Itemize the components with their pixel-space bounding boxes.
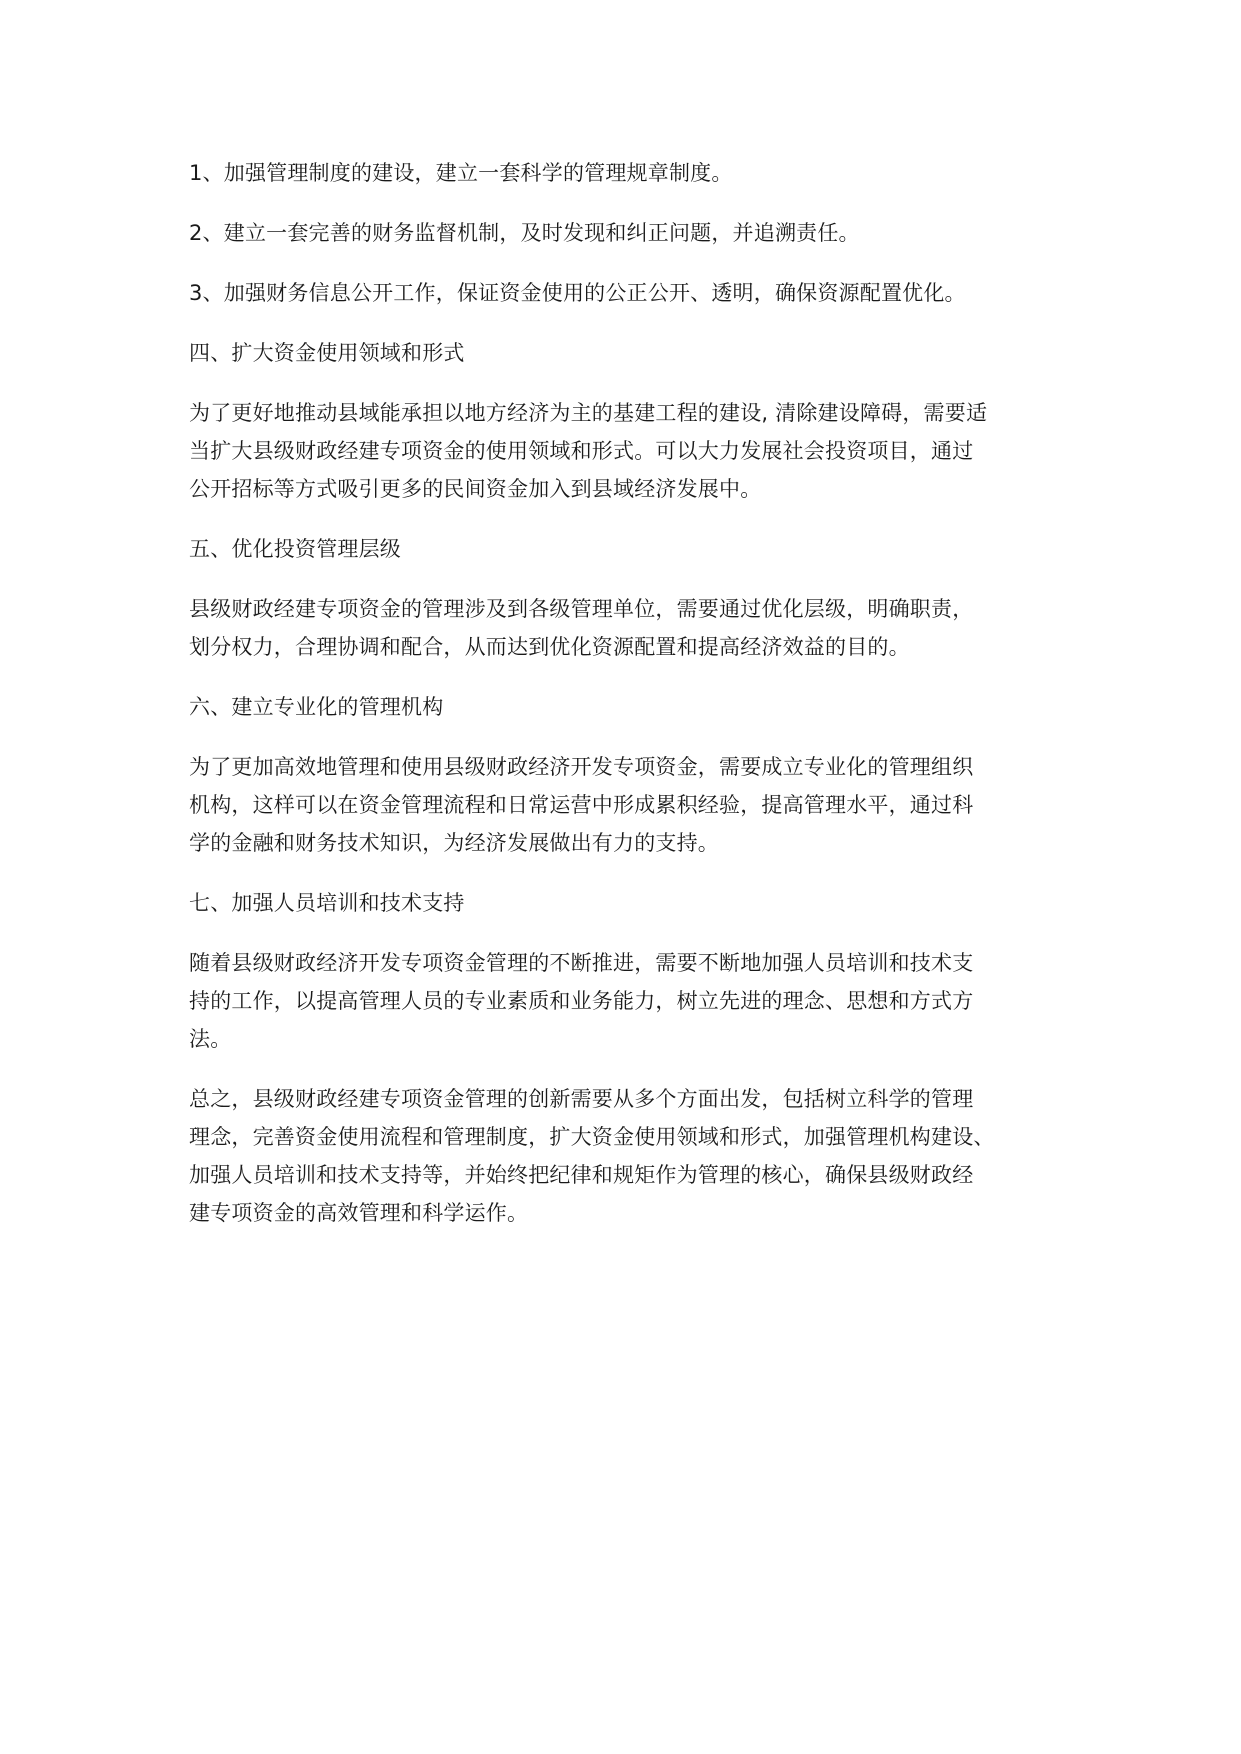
list-item-1: 1、加强管理制度的建设，建立一套科学的管理规章制度。 <box>189 161 733 185</box>
paragraph-line: 公开招标等方式吸引更多的民间资金加入到县域经济发展中。 <box>189 477 762 501</box>
paragraph-line: 为了更好地推动县域能承担以地方经济为主的基建工程的建设, 清除建设障碍，需要适 <box>189 401 988 425</box>
section-heading-6: 六、建立专业化的管理机构 <box>189 695 444 719</box>
section-heading-4: 四、扩大资金使用领域和形式 <box>189 341 465 365</box>
paragraph-line: 理念，完善资金使用流程和管理制度，扩大资金使用领域和形式，加强管理机构建设、 <box>189 1125 995 1149</box>
paragraph-line: 法。 <box>189 1027 232 1051</box>
section-heading-7: 七、加强人员培训和技术支持 <box>189 891 465 915</box>
paragraph-line: 学的金融和财务技术知识，为经济发展做出有力的支持。 <box>189 831 719 855</box>
section-paragraph-5 <box>189 590 1069 666</box>
section-paragraph-6 <box>189 748 1069 862</box>
paragraph-line: 总之，县级财政经建专项资金管理的创新需要从多个方面出发，包括树立科学的管理 <box>189 1087 974 1111</box>
section-heading-5: 五、优化投资管理层级 <box>189 537 401 561</box>
paragraph-line: 随着县级财政经济开发专项资金管理的不断推进，需要不断地加强人员培训和技术支 <box>189 951 974 975</box>
paragraph-line: 划分权力，合理协调和配合，从而达到优化资源配置和提高经济效益的目的。 <box>189 635 910 659</box>
section-paragraph-4 <box>189 394 1069 508</box>
paragraph-line: 为了更加高效地管理和使用县级财政经济开发专项资金，需要成立专业化的管理组织 <box>189 755 974 779</box>
paragraph-line: 机构，这样可以在资金管理流程和日常运营中形成累积经验，提高管理水平，通过科 <box>189 793 974 817</box>
list-item-2: 2、建立一套完善的财务监督机制，及时发现和纠正问题，并追溯责任。 <box>189 221 860 245</box>
paragraph-line: 建专项资金的高效管理和科学运作。 <box>189 1201 529 1225</box>
paragraph-line: 县级财政经建专项资金的管理涉及到各级管理单位，需要通过优化层级，明确职责， <box>189 597 974 621</box>
conclusion-paragraph <box>189 1080 1069 1232</box>
paragraph-line: 当扩大县级财政经建专项资金的使用领域和形式。可以大力发展社会投资项目，通过 <box>189 439 974 463</box>
document-body <box>189 154 1069 1254</box>
paragraph-line: 持的工作，以提高管理人员的专业素质和业务能力，树立先进的理念、思想和方式方 <box>189 989 974 1013</box>
paragraph-line: 加强人员培训和技术支持等，并始终把纪律和规矩作为管理的核心，确保县级财政经 <box>189 1163 974 1187</box>
list-item-3: 3、加强财务信息公开工作，保证资金使用的公正公开、透明，确保资源配置优化。 <box>189 281 966 305</box>
section-paragraph-7 <box>189 944 1069 1058</box>
